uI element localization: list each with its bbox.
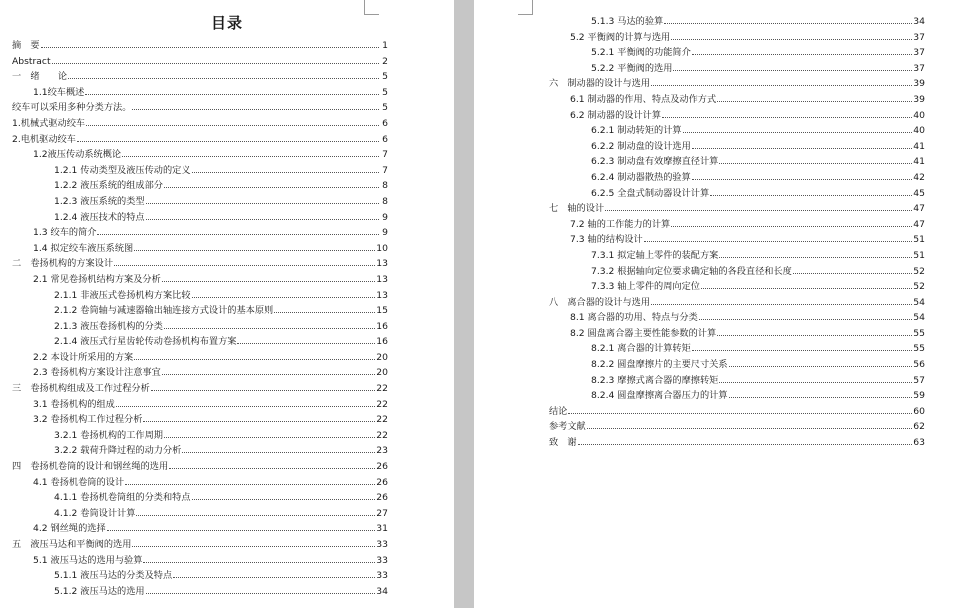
toc-entry-label: 1.2.4 液压技术的特点 xyxy=(54,211,145,223)
toc-entry[interactable] xyxy=(549,404,925,420)
toc-entry[interactable] xyxy=(12,334,388,350)
toc-entry[interactable] xyxy=(549,388,925,404)
toc-entry-label: 5.2.2 平衡阀的选用 xyxy=(591,62,673,74)
toc-entry-label: 5.2.1 平衡阀的功能简介 xyxy=(591,47,691,59)
toc-entry-label: 七 轴的设计 xyxy=(549,203,605,215)
toc-leader-dots xyxy=(143,413,375,422)
toc-entry-label: 结论 xyxy=(549,405,568,417)
toc-entry-label: 5.1.3 马达的验算 xyxy=(591,16,664,27)
toc-list-right xyxy=(549,14,925,451)
toc-leader-dots xyxy=(77,133,379,142)
toc-leader-dots xyxy=(701,280,912,289)
toc-entry-label: 1.机械式驱动绞车 xyxy=(12,117,86,129)
toc-entry[interactable] xyxy=(549,217,925,233)
toc-entry-label: 1.2.1 传动类型及液压传动的定义 xyxy=(54,164,191,176)
toc-page-number: 37 xyxy=(913,62,925,74)
toc-page-number: 26 xyxy=(376,461,388,473)
toc-page-number: 10 xyxy=(376,242,388,254)
toc-page-number: 5 xyxy=(382,86,388,98)
toc-entry-label: 6.2.4 制动器散热的验算 xyxy=(591,171,691,183)
toc-page-number: 54 xyxy=(913,312,925,324)
toc-entry-label: 8.2.3 摩擦式离合器的摩擦转矩 xyxy=(591,374,719,386)
toc-entry-label: 6.2.2 制动盘的设计选用 xyxy=(591,140,691,152)
toc-entry[interactable] xyxy=(549,357,925,373)
toc-page-number: 33 xyxy=(376,539,388,550)
toc-entry[interactable] xyxy=(549,139,925,155)
toc-entry[interactable] xyxy=(12,288,388,304)
toc-entry[interactable] xyxy=(12,85,388,101)
toc-entry[interactable] xyxy=(12,194,388,210)
toc-entry-label: 2.1.2 卷筒轴与减速器输出轴连接方式设计的基本原则 xyxy=(54,305,274,317)
toc-leader-dots xyxy=(192,491,376,500)
toc-page-number: 2 xyxy=(382,55,388,67)
toc-entry[interactable] xyxy=(12,350,388,366)
toc-page-number: 33 xyxy=(376,570,388,582)
toc-entry[interactable] xyxy=(549,108,925,124)
toc-leader-dots xyxy=(664,15,912,24)
toc-leader-dots xyxy=(134,351,375,360)
toc-page-number: 5 xyxy=(382,71,388,83)
toc-entry-label: 2.3 卷扬机构方案设计注意事宜 xyxy=(33,367,161,379)
toc-entry[interactable] xyxy=(12,272,388,288)
toc-entry[interactable] xyxy=(12,38,388,54)
toc-page-number: 6 xyxy=(382,133,388,145)
toc-entry-label: 2.1.3 液压卷扬机构的分类 xyxy=(54,320,163,332)
toc-leader-dots xyxy=(107,522,376,531)
toc-entry-label: 7.3 轴的结构设计 xyxy=(570,234,643,246)
crop-mark xyxy=(518,0,533,15)
toc-entry-label: 1.3 绞车的简介 xyxy=(33,227,97,239)
toc-leader-dots xyxy=(692,342,912,351)
toc-entry[interactable] xyxy=(12,241,388,257)
toc-page-number: 20 xyxy=(376,367,388,379)
toc-leader-dots xyxy=(719,374,912,383)
toc-entry-label: 2.2 本设计所采用的方案 xyxy=(33,351,134,363)
toc-entry[interactable] xyxy=(549,435,925,451)
toc-page-number: 39 xyxy=(913,78,925,90)
toc-entry[interactable] xyxy=(12,365,388,381)
toc-page-number: 27 xyxy=(376,507,388,519)
toc-entry-label: 7.3.2 根据轴向定位要求确定轴的各段直径和长度 xyxy=(591,265,792,277)
toc-page-number: 37 xyxy=(913,31,925,43)
toc-entry-label: 2.电机驱动绞车 xyxy=(12,133,76,145)
toc-leader-dots xyxy=(683,124,913,133)
toc-entry[interactable] xyxy=(12,100,388,116)
toc-entry-label: 8.2.1 离合器的计算转矩 xyxy=(591,343,691,355)
toc-entry-label: 1.4 拟定绞车液压系统图 xyxy=(33,242,134,254)
toc-leader-dots xyxy=(192,289,376,298)
toc-leader-dots xyxy=(162,366,376,375)
toc-entry-label: 1.2液压传动系统概论 xyxy=(33,149,122,161)
toc-entry-label: 四 卷扬机卷筒的设计和钢丝绳的选用 xyxy=(12,461,169,473)
toc-leader-dots xyxy=(151,382,375,391)
toc-entry[interactable] xyxy=(12,319,388,335)
toc-entry[interactable] xyxy=(12,303,388,319)
toc-entry[interactable] xyxy=(549,326,925,342)
toc-entry-label: 8.2.2 圆盘摩擦片的主要尺寸关系 xyxy=(591,359,728,371)
toc-page-number: 37 xyxy=(913,47,925,59)
toc-page-number: 59 xyxy=(913,390,925,402)
toc-page-number: 55 xyxy=(913,327,925,339)
toc-entry-label: 5.1 液压马达的选用与验算 xyxy=(33,554,143,566)
toc-leader-dots xyxy=(651,77,912,86)
toc-entry[interactable] xyxy=(12,584,388,600)
toc-entry-label: 5.1.1 液压马达的分类及特点 xyxy=(54,570,173,582)
toc-entry[interactable] xyxy=(549,186,925,202)
toc-entry-label: 八 离合器的设计与选用 xyxy=(549,296,651,308)
toc-entry-label: 2.1.1 非液压式卷扬机构方案比较 xyxy=(54,289,191,301)
toc-entry-label: 3.2.1 卷扬机构的工作周期 xyxy=(54,429,163,441)
toc-leader-dots xyxy=(699,311,913,320)
toc-entry[interactable] xyxy=(549,30,925,46)
document-page-right xyxy=(474,0,959,608)
toc-leader-dots xyxy=(169,460,375,469)
toc-leader-dots xyxy=(673,62,912,71)
toc-page-number: 22 xyxy=(376,398,388,410)
toc-leader-dots xyxy=(644,233,913,242)
toc-entry[interactable] xyxy=(549,295,925,311)
toc-entry-label: 8.2.4 圆盘摩擦离合器压力的计算 xyxy=(591,390,728,402)
toc-entry[interactable] xyxy=(549,279,925,295)
toc-leader-dots xyxy=(132,538,375,547)
toc-entry-label: 二 卷扬机构的方案设计 xyxy=(12,258,114,270)
toc-page-number: 41 xyxy=(913,140,925,152)
toc-entry[interactable] xyxy=(12,568,388,584)
toc-page-number: 15 xyxy=(376,305,388,317)
toc-leader-dots xyxy=(729,358,913,367)
toc-page-number: 39 xyxy=(913,93,925,105)
toc-leader-dots xyxy=(578,436,913,445)
toc-page-number: 41 xyxy=(913,156,925,168)
toc-leader-dots xyxy=(132,101,379,110)
toc-entry[interactable] xyxy=(549,373,925,389)
toc-entry-label: 5.1.2 液压马达的选用 xyxy=(54,585,145,597)
toc-entry-label: 摘 要 xyxy=(12,40,40,51)
toc-entry[interactable] xyxy=(549,45,925,61)
toc-entry-label: 6.2 制动器的设计计算 xyxy=(570,109,662,121)
toc-entry-label: 参考文献 xyxy=(549,421,586,433)
toc-entry-label: 3.1 卷扬机构的组成 xyxy=(33,398,115,410)
toc-entry-label: 7.3.3 轴上零件的周向定位 xyxy=(591,281,700,293)
toc-entry-label: 1.2.2 液压系统的组成部分 xyxy=(54,180,163,192)
toc-entry[interactable] xyxy=(549,232,925,248)
toc-leader-dots xyxy=(143,554,375,563)
toc-leader-dots xyxy=(605,202,912,211)
toc-entry[interactable] xyxy=(12,69,388,85)
toc-entry[interactable] xyxy=(12,412,388,428)
toc-page-number: 56 xyxy=(913,359,925,371)
toc-page-number: 23 xyxy=(376,445,388,457)
toc-entry[interactable] xyxy=(12,443,388,459)
toc-leader-dots xyxy=(68,70,379,79)
toc-entry[interactable] xyxy=(12,116,388,132)
toc-entry[interactable] xyxy=(12,490,388,506)
toc-leader-dots xyxy=(710,187,912,196)
toc-entry-label: 3.2 卷扬机构工作过程分析 xyxy=(33,414,143,426)
toc-page-number: 33 xyxy=(376,554,388,566)
toc-page-number: 63 xyxy=(913,437,925,449)
toc-entry[interactable] xyxy=(12,132,388,148)
toc-leader-dots xyxy=(568,405,912,414)
toc-page-number: 20 xyxy=(376,351,388,363)
toc-entry-label: 4.1 卷扬机卷筒的设计 xyxy=(33,476,125,488)
toc-entry[interactable] xyxy=(12,521,388,537)
toc-leader-dots xyxy=(717,327,912,336)
toc-page-number: 22 xyxy=(376,383,388,395)
toc-entry-label: 6.2.5 全盘式制动器设计计算 xyxy=(591,187,710,199)
toc-list-left xyxy=(12,38,388,599)
toc-entry[interactable] xyxy=(549,123,925,139)
toc-entry-label: 1.1绞车概述 xyxy=(33,86,85,98)
toc-entry[interactable] xyxy=(12,210,388,226)
toc-leader-dots xyxy=(164,179,379,188)
toc-leader-dots xyxy=(41,39,379,48)
toc-entry[interactable] xyxy=(12,459,388,475)
toc-leader-dots xyxy=(793,265,912,274)
toc-page-number: 16 xyxy=(376,320,388,332)
toc-page-number: 6 xyxy=(382,117,388,129)
toc-page-number: 40 xyxy=(913,109,925,121)
toc-leader-dots xyxy=(692,140,912,149)
toc-entry-label: 4.1.1 卷扬机卷筒组的分类和特点 xyxy=(54,492,191,504)
toc-page-number: 8 xyxy=(382,180,388,192)
toc-entry[interactable] xyxy=(12,225,388,241)
toc-entry-label: 三 卷扬机构组成及工作过程分析 xyxy=(12,383,150,395)
toc-page-number: 57 xyxy=(913,374,925,386)
toc-entry[interactable] xyxy=(549,61,925,77)
toc-page-number: 40 xyxy=(913,125,925,137)
toc-entry[interactable] xyxy=(12,381,388,397)
toc-leader-dots xyxy=(717,93,912,102)
toc-leader-dots xyxy=(125,476,375,485)
toc-leader-dots xyxy=(237,335,375,344)
toc-entry[interactable] xyxy=(549,170,925,186)
toc-entry[interactable] xyxy=(12,428,388,444)
toc-entry[interactable] xyxy=(12,163,388,179)
toc-leader-dots xyxy=(114,257,375,266)
toc-entry-label: 7.3.1 拟定轴上零件的装配方案 xyxy=(591,249,719,261)
toc-entry-label: Abstract xyxy=(12,55,51,67)
toc-entry-label: 6.2.1 制动转矩的计算 xyxy=(591,125,682,137)
toc-page-number: 62 xyxy=(913,421,925,433)
toc-leader-dots xyxy=(134,242,375,251)
toc-page-number: 8 xyxy=(382,195,388,207)
toc-leader-dots xyxy=(136,507,375,516)
toc-entry-label: 5.2 平衡阀的计算与选用 xyxy=(570,31,671,43)
toc-entry[interactable] xyxy=(12,256,388,272)
toc-entry[interactable] xyxy=(549,92,925,108)
toc-page-number: 34 xyxy=(376,585,388,597)
toc-leader-dots xyxy=(146,585,376,594)
toc-entry[interactable] xyxy=(549,14,925,30)
document-page-left xyxy=(0,0,454,608)
toc-title: 目录 xyxy=(210,14,243,32)
toc-entry[interactable] xyxy=(12,537,388,553)
toc-leader-dots xyxy=(651,296,912,305)
toc-entry-label: 3.2.2 载荷升降过程的动力分析 xyxy=(54,445,182,457)
toc-page-number: 1 xyxy=(382,40,388,51)
toc-entry-label: 绞车可以采用多种分类方法。 xyxy=(12,102,132,114)
toc-leader-dots xyxy=(274,304,375,313)
toc-page-number: 55 xyxy=(913,343,925,355)
toc-entry-label: 8.2 圆盘离合器主要性能参数的计算 xyxy=(570,327,717,339)
toc-entry[interactable] xyxy=(12,506,388,522)
toc-entry[interactable] xyxy=(549,154,925,170)
toc-page-number: 22 xyxy=(376,429,388,441)
toc-leader-dots xyxy=(173,569,375,578)
toc-leader-dots xyxy=(662,109,912,118)
toc-entry-label: 1.2.3 液压系统的类型 xyxy=(54,195,145,207)
toc-leader-dots xyxy=(146,211,379,220)
toc-leader-dots xyxy=(192,164,379,173)
toc-entry[interactable] xyxy=(549,419,925,435)
toc-entry-label: 4.1.2 卷筒设计计算 xyxy=(54,507,136,519)
toc-page-number: 52 xyxy=(913,281,925,293)
toc-entry-label: 致 谢 xyxy=(549,437,577,449)
toc-entry[interactable] xyxy=(549,310,925,326)
toc-entry-label: 2.1.4 液压式行星齿轮传动卷扬机构布置方案 xyxy=(54,336,237,348)
toc-entry[interactable] xyxy=(12,397,388,413)
toc-entry[interactable] xyxy=(549,248,925,264)
toc-entry[interactable] xyxy=(12,147,388,163)
toc-page-number: 47 xyxy=(913,218,925,230)
toc-leader-dots xyxy=(719,155,912,164)
toc-page-number: 5 xyxy=(382,102,388,114)
toc-entry-label: 五 液压马达和平衡阀的选用 xyxy=(12,539,132,550)
toc-entry-label: 6.1 制动器的作用、特点及动作方式 xyxy=(570,93,717,105)
toc-entry[interactable] xyxy=(12,178,388,194)
toc-leader-dots xyxy=(671,31,912,40)
toc-entry[interactable] xyxy=(12,54,388,70)
toc-leader-dots xyxy=(182,444,375,453)
toc-page-number: 54 xyxy=(913,296,925,308)
toc-entry-label: 7.2 轴的工作能力的计算 xyxy=(570,218,671,230)
toc-entry-label: 六 制动器的设计与选用 xyxy=(549,78,651,90)
toc-page-number: 45 xyxy=(913,187,925,199)
toc-leader-dots xyxy=(729,389,913,398)
toc-leader-dots xyxy=(162,273,376,282)
toc-page-number: 13 xyxy=(376,273,388,285)
toc-entry[interactable] xyxy=(12,553,388,569)
toc-page-number: 51 xyxy=(913,249,925,261)
toc-entry[interactable] xyxy=(549,76,925,92)
toc-page-number: 34 xyxy=(913,16,925,27)
toc-page-number: 42 xyxy=(913,171,925,183)
toc-page-number: 26 xyxy=(376,492,388,504)
toc-leader-dots xyxy=(146,195,379,204)
toc-entry-label: 8.1 离合器的功用、特点与分类 xyxy=(570,312,698,324)
toc-leader-dots xyxy=(692,171,912,180)
toc-leader-dots xyxy=(86,117,379,126)
toc-leader-dots xyxy=(671,218,912,227)
toc-page-number: 60 xyxy=(913,405,925,417)
toc-page-number: 13 xyxy=(376,258,388,270)
toc-leader-dots xyxy=(587,420,913,429)
toc-entry-label: 2.1 常见卷扬机结构方案及分析 xyxy=(33,273,161,285)
toc-leader-dots xyxy=(52,55,379,64)
toc-leader-dots xyxy=(692,46,912,55)
toc-entry-label: 4.2 钢丝绳的选择 xyxy=(33,523,106,535)
toc-entry[interactable] xyxy=(549,201,925,217)
toc-leader-dots xyxy=(85,86,379,95)
toc-page-number: 22 xyxy=(376,414,388,426)
toc-page-number: 31 xyxy=(376,523,388,535)
toc-page-number: 9 xyxy=(382,227,388,239)
page-gutter xyxy=(454,0,474,608)
toc-page-number: 7 xyxy=(382,149,388,161)
toc-page-number: 26 xyxy=(376,476,388,488)
toc-page-number: 7 xyxy=(382,164,388,176)
toc-leader-dots xyxy=(164,429,375,438)
toc-leader-dots xyxy=(97,226,379,235)
toc-page-number: 47 xyxy=(913,203,925,215)
toc-leader-dots xyxy=(116,398,375,407)
toc-page-number: 52 xyxy=(913,265,925,277)
toc-entry[interactable] xyxy=(549,264,925,280)
toc-leader-dots xyxy=(164,320,375,329)
toc-entry-label: 6.2.3 制动盘有效摩擦直径计算 xyxy=(591,156,719,168)
toc-page-number: 13 xyxy=(376,289,388,301)
toc-leader-dots xyxy=(122,148,379,157)
toc-entry[interactable] xyxy=(549,341,925,357)
toc-leader-dots xyxy=(719,249,912,258)
toc-entry-label: 一 绪 论 xyxy=(12,71,68,83)
toc-page-number: 9 xyxy=(382,211,388,223)
toc-page-number: 16 xyxy=(376,336,388,348)
toc-page-number: 51 xyxy=(913,234,925,246)
toc-entry[interactable] xyxy=(12,475,388,491)
